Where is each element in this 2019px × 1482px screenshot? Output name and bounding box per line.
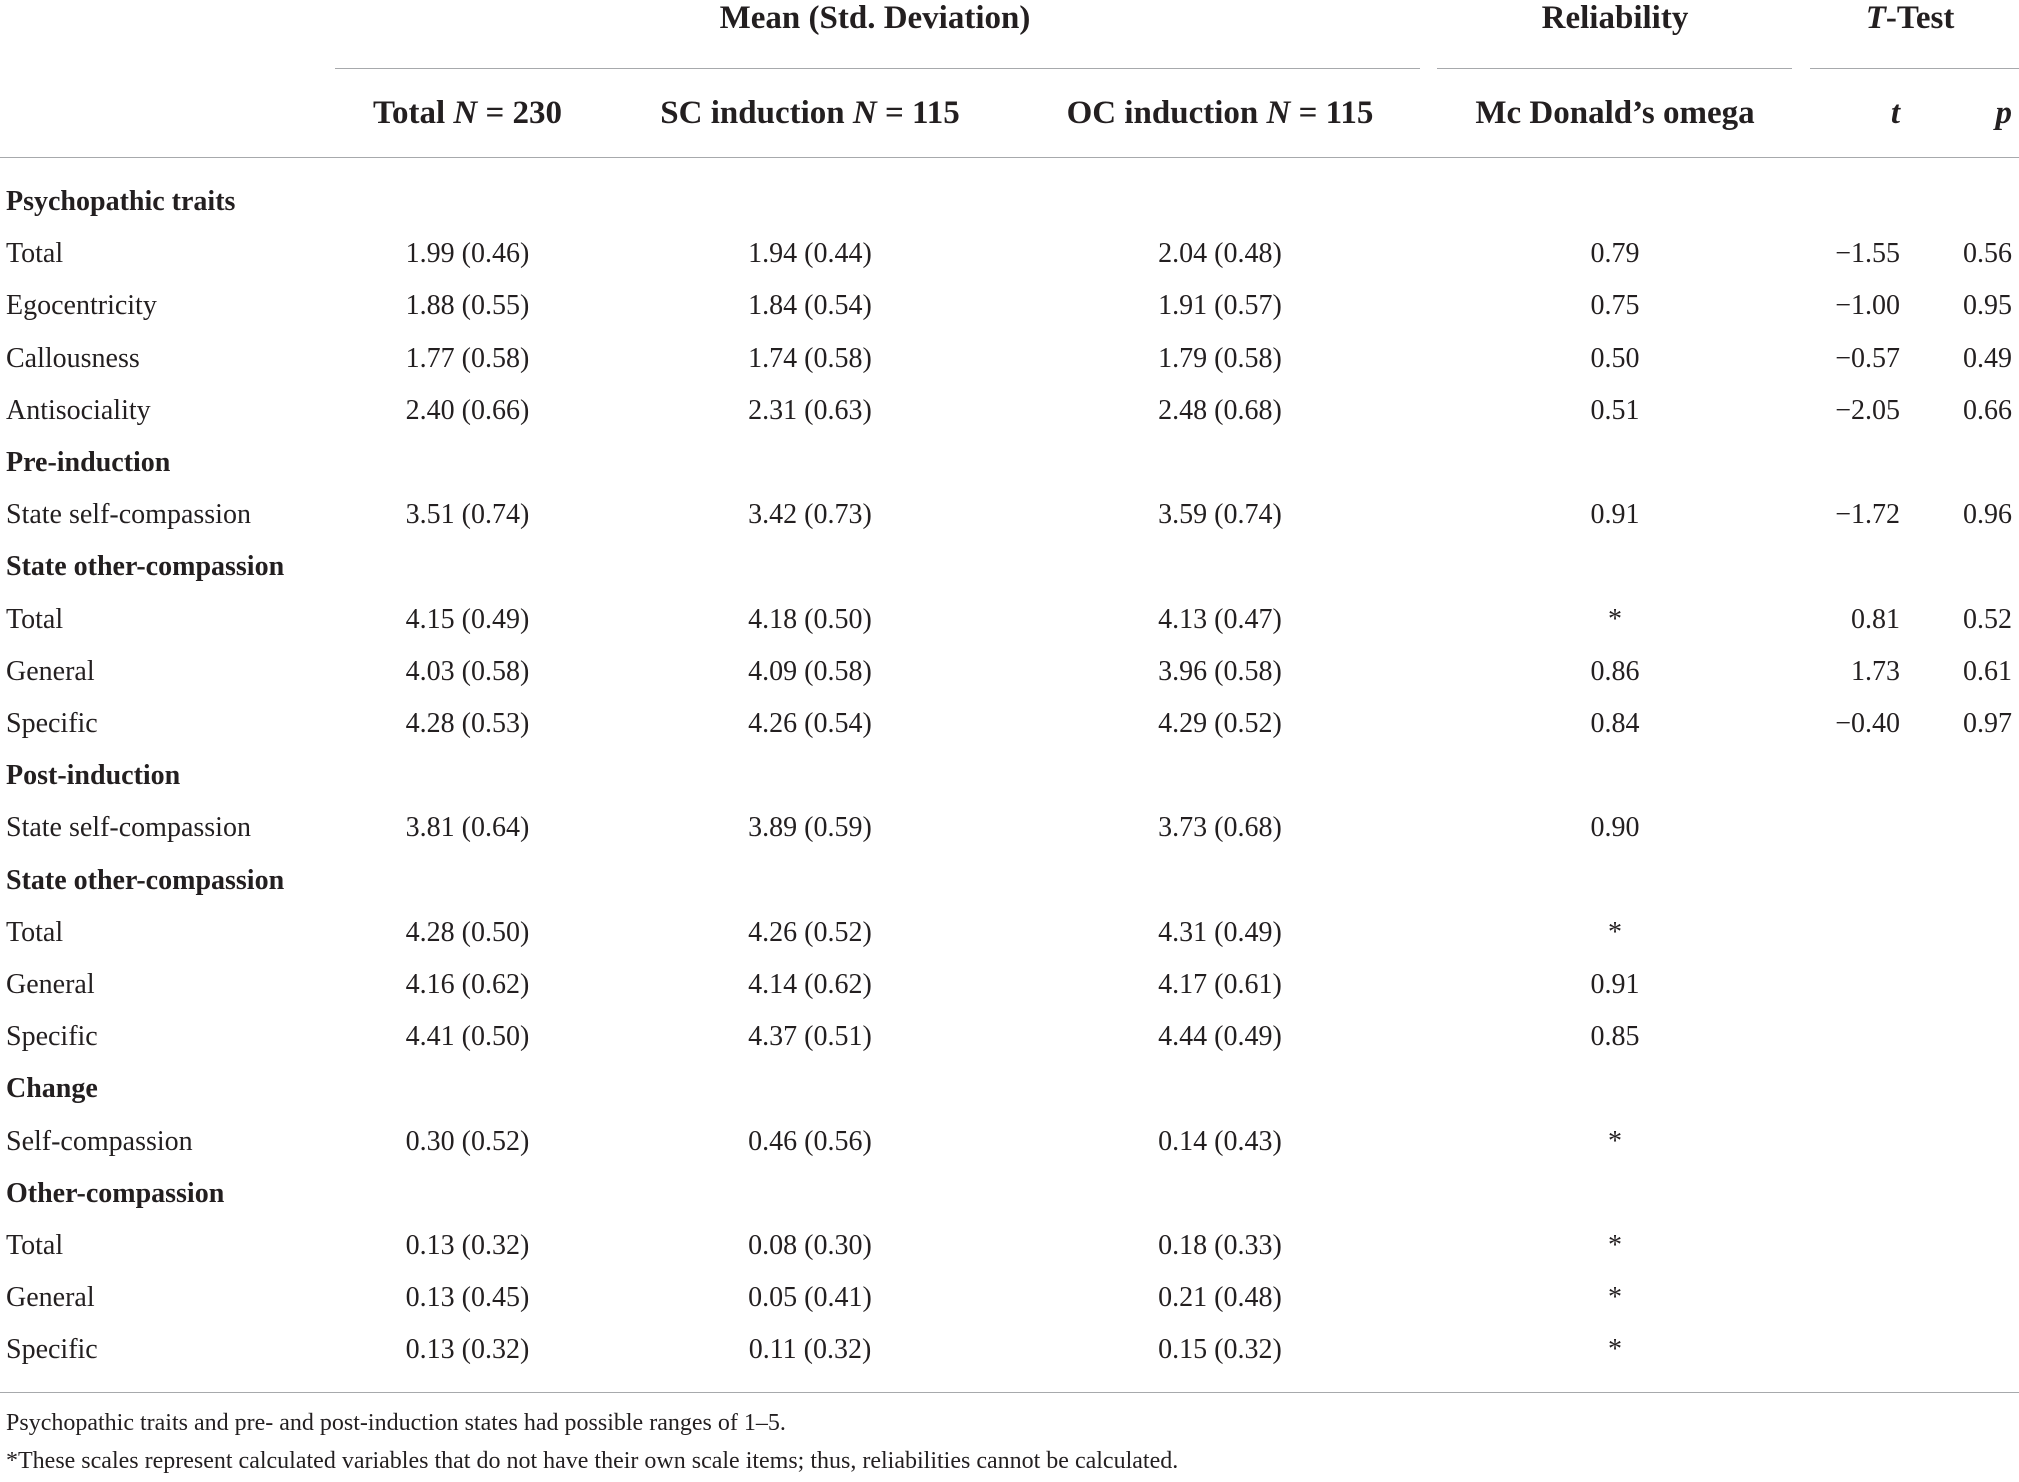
cell-oc-induction: 4.13 (0.47) — [1158, 603, 1282, 635]
cell-reliability: 0.79 — [1590, 238, 1640, 270]
section-label: Psychopathic traits — [6, 186, 236, 217]
table-row — [0, 333, 2019, 385]
section-label: Other-compassion — [6, 1177, 225, 1209]
row-label: General — [6, 969, 95, 1000]
cell-p: 0.66 — [1963, 394, 2012, 426]
cell-total: 0.13 (0.32) — [405, 1334, 530, 1366]
header-mean-std-deviation: Mean (Std. Deviation) — [719, 0, 1031, 36]
cell-p: 0.61 — [1963, 655, 2012, 687]
cell-sc-induction: 3.42 (0.73) — [748, 499, 872, 531]
table-row — [0, 646, 2019, 698]
cell-p: 0.56 — [1963, 238, 2012, 270]
cell-sc-induction: 0.05 (0.41) — [748, 1282, 872, 1314]
cell-total: 2.40 (0.66) — [405, 394, 530, 426]
footnote-asterisk: *These scales represent calculated variables that do not have their own scale items; thus, reliabilities cannot be calculated. — [6, 1448, 1179, 1474]
cell-total: 3.81 (0.64) — [405, 812, 530, 844]
cell-reliability: 0.91 — [1590, 969, 1640, 1000]
header-bottom-rule — [0, 157, 2019, 158]
cell-reliability: * — [1608, 1125, 1622, 1157]
cell-sc-induction: 4.18 (0.50) — [748, 603, 872, 635]
row-label: Callousness — [6, 342, 140, 374]
cell-t: −0.57 — [1835, 342, 1900, 374]
cell-p: 0.96 — [1963, 499, 2012, 531]
cell-sc-induction: 2.31 (0.63) — [748, 394, 872, 426]
table-row — [0, 594, 2019, 646]
column-header-t: t — [1890, 95, 1900, 131]
section-header-row — [0, 541, 2019, 593]
section-header-row — [0, 1168, 2019, 1220]
cell-reliability: 0.84 — [1590, 708, 1640, 739]
table-row — [0, 1324, 2019, 1376]
section-header-row — [0, 176, 2019, 228]
cell-sc-induction: 4.26 (0.54) — [748, 708, 872, 739]
table-row — [0, 907, 2019, 959]
cell-oc-induction: 3.73 (0.68) — [1158, 812, 1282, 844]
table-bottom-rule — [0, 1392, 2019, 1393]
cell-p: 0.95 — [1963, 290, 2012, 322]
cell-sc-induction: 3.89 (0.59) — [748, 812, 872, 844]
cell-total: 1.88 (0.55) — [405, 290, 530, 322]
cell-total: 4.15 (0.49) — [405, 603, 530, 635]
header-t-test-letter: T — [1865, 0, 1886, 36]
reliability-group-underline — [1437, 68, 1792, 69]
section-label: Pre-induction — [6, 447, 171, 478]
cell-sc-induction: 4.09 (0.58) — [748, 655, 872, 687]
cell-t: −0.40 — [1835, 708, 1900, 739]
cell-total: 1.77 (0.58) — [405, 342, 530, 374]
cell-reliability: * — [1608, 1230, 1622, 1261]
row-label: Total — [6, 238, 64, 270]
cell-p: 0.97 — [1963, 708, 2012, 739]
table-row — [0, 228, 2019, 280]
row-label: Self-compassion — [6, 1125, 193, 1157]
cell-t: −2.05 — [1835, 394, 1900, 426]
row-label: Specific — [6, 1021, 98, 1053]
cell-sc-induction: 0.08 (0.30) — [748, 1230, 872, 1261]
table-row — [0, 1272, 2019, 1324]
row-label: General — [6, 1282, 95, 1314]
row-label: Antisociality — [6, 394, 151, 426]
cell-sc-induction: 1.74 (0.58) — [748, 342, 872, 374]
mean-group-underline — [335, 68, 1420, 69]
cell-total: 4.03 (0.58) — [405, 655, 530, 687]
table-row — [0, 385, 2019, 437]
section-label: State other-compassion — [6, 551, 285, 583]
cell-p: 0.52 — [1963, 603, 2012, 635]
table-row — [0, 1116, 2019, 1168]
cell-sc-induction: 4.26 (0.52) — [748, 916, 872, 948]
row-label: Specific — [6, 708, 98, 739]
cell-t: 1.73 — [1851, 655, 1900, 687]
table-row — [0, 802, 2019, 854]
column-header-mcdonalds-omega: Mc Donald’s omega — [1475, 95, 1755, 131]
cell-sc-induction: 4.14 (0.62) — [748, 969, 872, 1000]
table-row — [0, 280, 2019, 332]
cell-t: −1.72 — [1835, 499, 1900, 531]
column-header-p: p — [1995, 95, 2012, 131]
cell-sc-induction: 0.46 (0.56) — [748, 1125, 872, 1157]
section-header-row — [0, 1063, 2019, 1115]
cell-oc-induction: 2.48 (0.68) — [1158, 394, 1282, 426]
header-t-test — [1810, 0, 2010, 37]
cell-oc-induction: 4.31 (0.49) — [1158, 916, 1282, 948]
cell-p: 0.49 — [1963, 342, 2012, 374]
cell-total: 4.41 (0.50) — [405, 1021, 530, 1053]
cell-sc-induction: 4.37 (0.51) — [748, 1021, 872, 1053]
section-label: State other-compassion — [6, 864, 285, 896]
cell-t: 0.81 — [1851, 603, 1900, 635]
table-row — [0, 1011, 2019, 1063]
cell-total: 0.13 (0.32) — [405, 1230, 530, 1261]
cell-oc-induction: 1.91 (0.57) — [1158, 290, 1282, 322]
cell-total: 0.13 (0.45) — [405, 1282, 530, 1314]
cell-oc-induction: 4.29 (0.52) — [1158, 708, 1282, 739]
row-label: Total — [6, 916, 64, 948]
cell-sc-induction: 1.84 (0.54) — [748, 290, 872, 322]
header-t-test-suffix: -Test — [1885, 0, 1955, 36]
cell-total: 3.51 (0.74) — [405, 499, 530, 531]
cell-oc-induction: 4.44 (0.49) — [1158, 1021, 1282, 1053]
row-label: State self-compassion — [6, 499, 251, 531]
cell-oc-induction: 0.21 (0.48) — [1158, 1282, 1282, 1314]
cell-total: 4.28 (0.50) — [405, 916, 530, 948]
cell-total: 1.99 (0.46) — [405, 238, 530, 270]
table-row — [0, 1220, 2019, 1272]
row-label: Egocentricity — [6, 290, 157, 322]
cell-total: 0.30 (0.52) — [405, 1125, 530, 1157]
section-header-row — [0, 437, 2019, 489]
cell-reliability: * — [1608, 1282, 1622, 1314]
column-header-sc-induction: SC induction N = 115 — [660, 95, 960, 131]
table-row — [0, 959, 2019, 1011]
section-header-row — [0, 750, 2019, 802]
cell-reliability: 0.86 — [1590, 655, 1640, 687]
cell-total: 4.28 (0.53) — [405, 708, 530, 739]
section-label: Change — [6, 1073, 98, 1105]
table-row — [0, 489, 2019, 541]
cell-reliability: 0.75 — [1590, 290, 1640, 322]
section-header-row — [0, 855, 2019, 907]
cell-reliability: * — [1608, 603, 1622, 635]
cell-reliability: 0.85 — [1590, 1021, 1640, 1053]
t-test-group-underline — [1810, 68, 2019, 69]
cell-oc-induction: 4.17 (0.61) — [1158, 969, 1282, 1000]
row-label: Specific — [6, 1334, 98, 1366]
cell-reliability: 0.91 — [1590, 499, 1640, 531]
cell-oc-induction: 3.96 (0.58) — [1158, 655, 1282, 687]
cell-t: −1.55 — [1835, 238, 1900, 270]
cell-reliability: 0.90 — [1590, 812, 1640, 844]
cell-oc-induction: 0.15 (0.32) — [1158, 1334, 1282, 1366]
cell-reliability: * — [1608, 1334, 1622, 1366]
row-label: Total — [6, 603, 64, 635]
cell-t: −1.00 — [1835, 290, 1900, 322]
cell-oc-induction: 1.79 (0.58) — [1158, 342, 1282, 374]
cell-oc-induction: 2.04 (0.48) — [1158, 238, 1282, 270]
footnote-ranges: Psychopathic traits and pre- and post-induction states had possible ranges of 1–5. — [6, 1410, 786, 1436]
cell-reliability: * — [1608, 916, 1622, 948]
cell-oc-induction: 0.18 (0.33) — [1158, 1230, 1282, 1261]
row-label: General — [6, 655, 95, 687]
cell-total: 4.16 (0.62) — [405, 969, 530, 1000]
row-label: State self-compassion — [6, 812, 251, 844]
cell-sc-induction: 0.11 (0.32) — [748, 1334, 872, 1366]
column-header-oc-induction: OC induction N = 115 — [1066, 95, 1374, 131]
cell-oc-induction: 0.14 (0.43) — [1158, 1125, 1282, 1157]
column-header-total: Total N = 230 — [372, 95, 563, 131]
section-label: Post-induction — [6, 760, 181, 792]
cell-oc-induction: 3.59 (0.74) — [1158, 499, 1282, 531]
cell-sc-induction: 1.94 (0.44) — [748, 238, 872, 270]
cell-reliability: 0.50 — [1590, 342, 1640, 374]
table-row — [0, 698, 2019, 750]
cell-reliability: 0.51 — [1590, 394, 1640, 426]
header-reliability: Reliability — [1541, 0, 1689, 36]
row-label: Total — [6, 1230, 64, 1261]
